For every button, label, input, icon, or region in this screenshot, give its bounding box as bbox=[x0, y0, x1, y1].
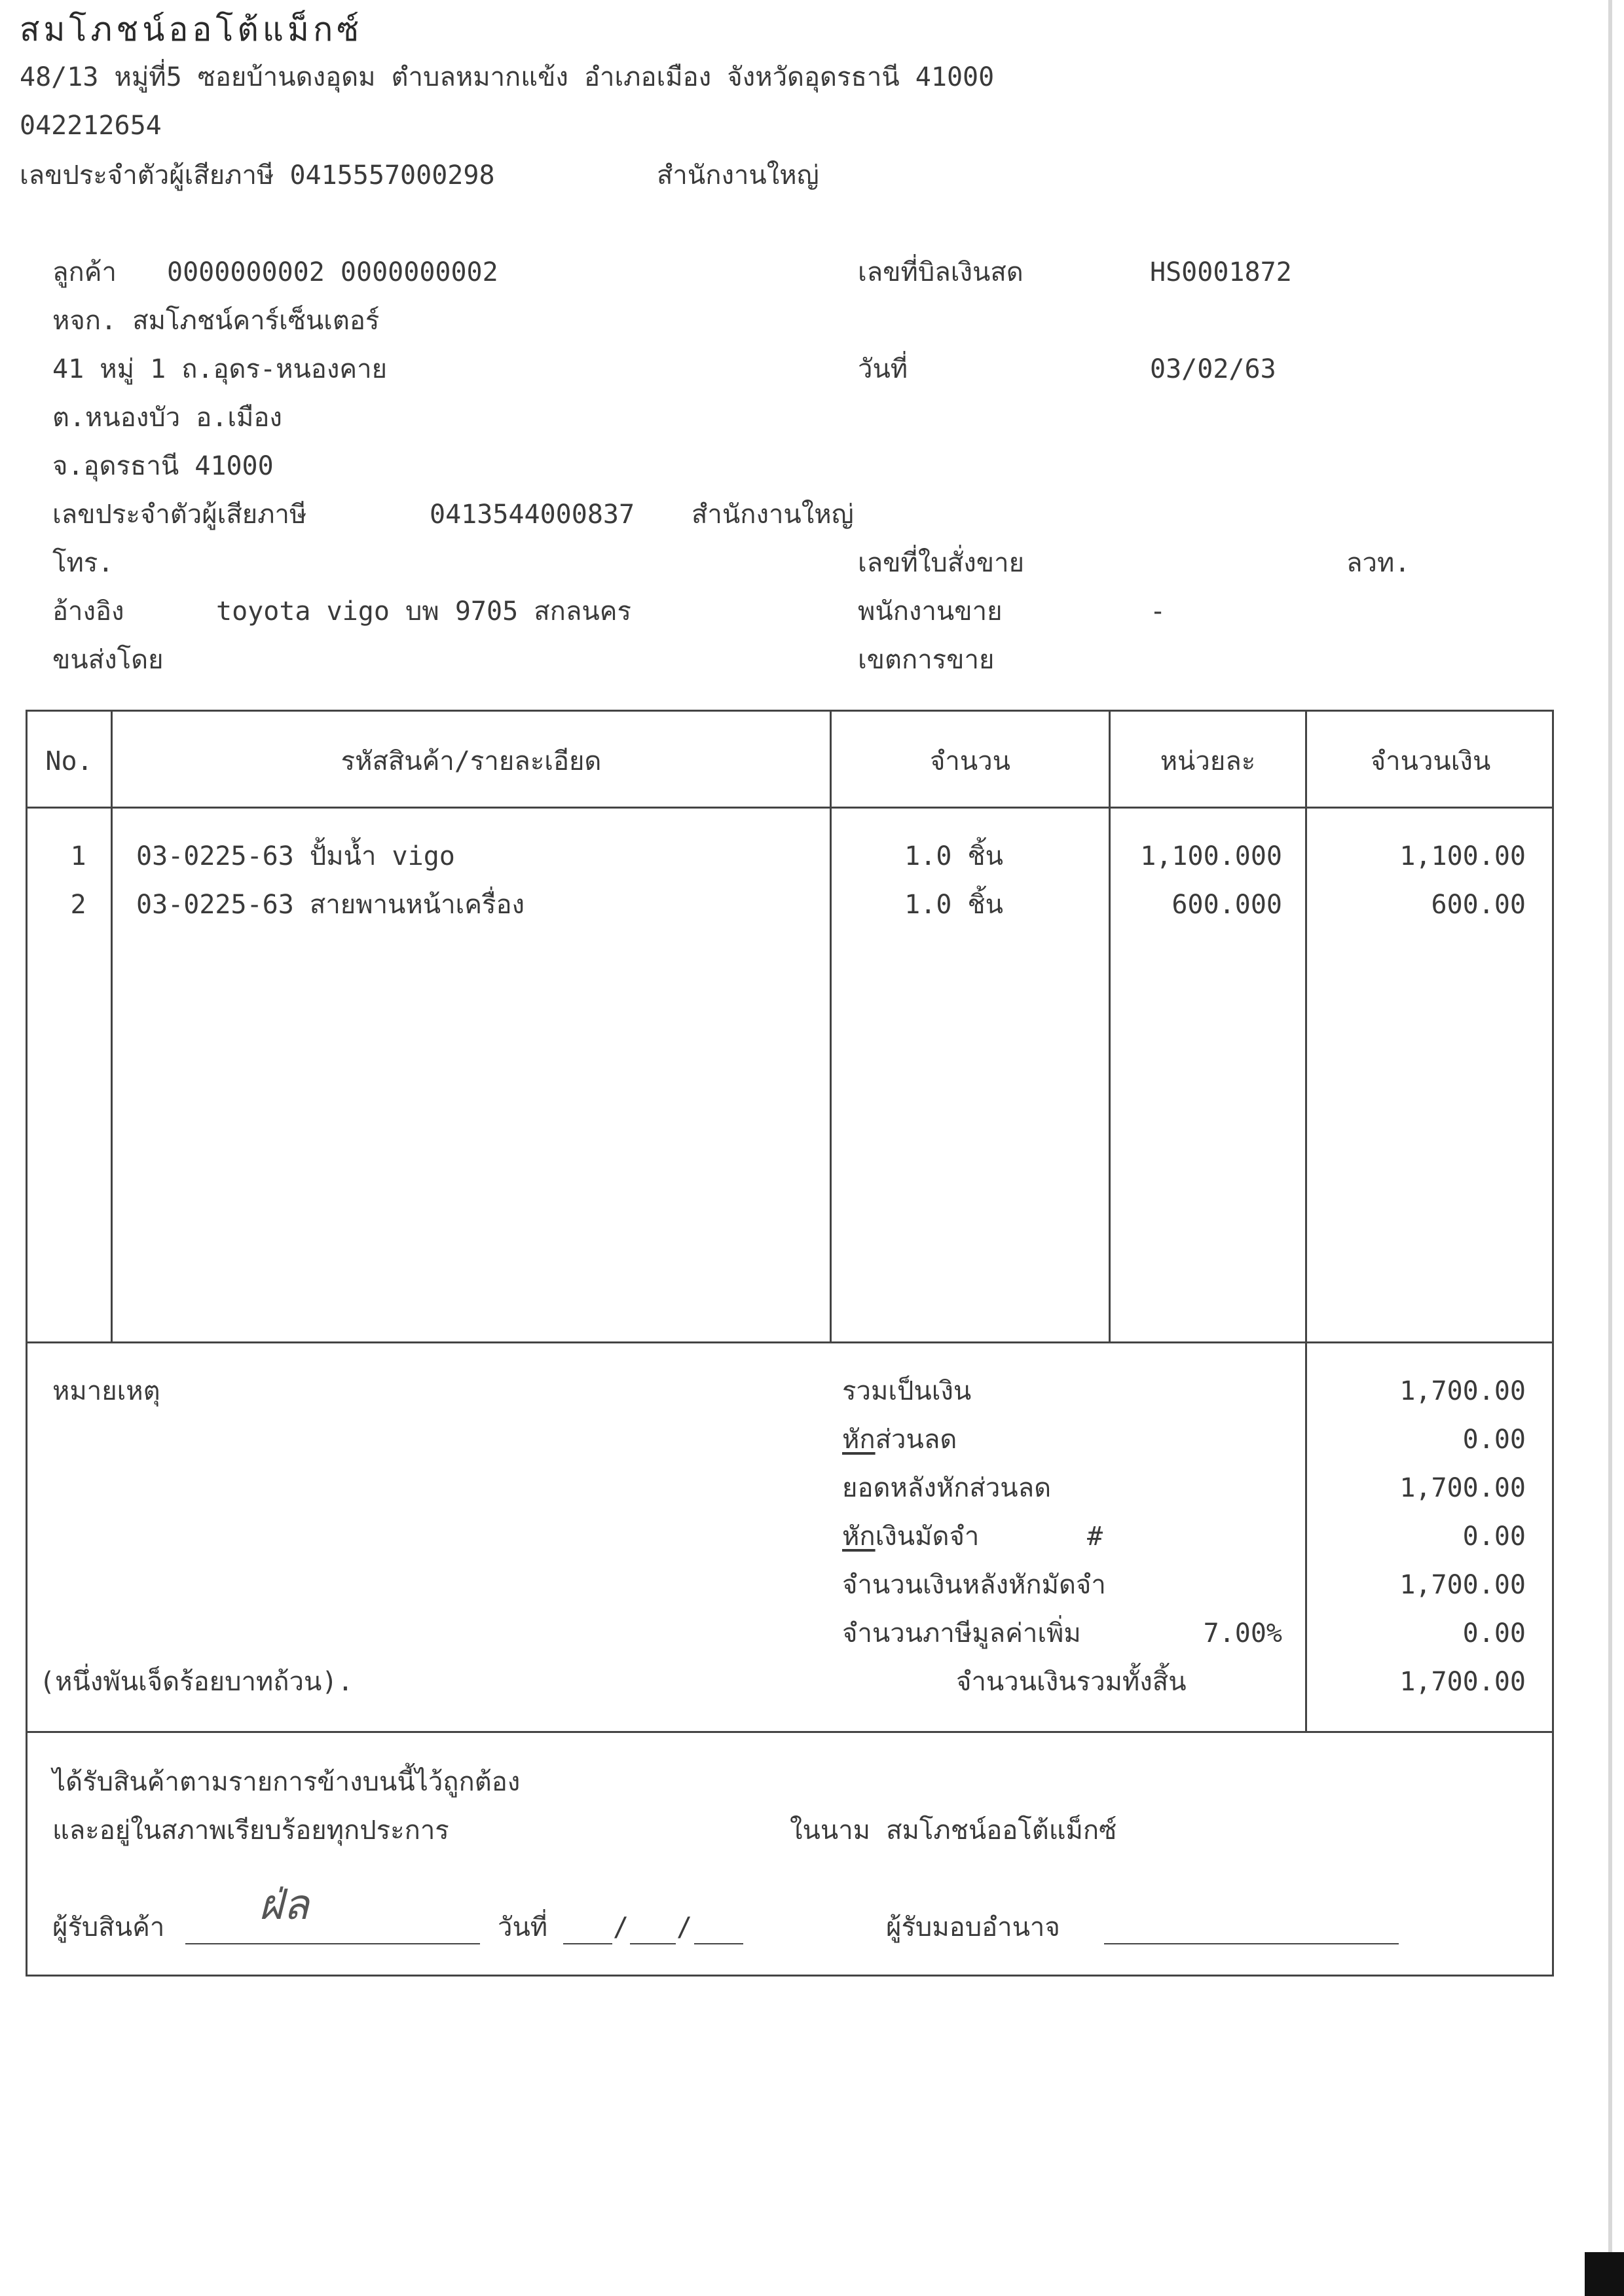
company-address: 48/13 หมู่ที่5 ซอยบ้านดงอุดม ตำบลหมากแข้ง อำเภอเมือง จังหวัดอุดรธานี 41000 bbox=[20, 62, 995, 92]
row-1-amount: 1,100.00 bbox=[1399, 841, 1526, 871]
receive-month-line bbox=[630, 1943, 676, 1944]
after-deposit-value: 1,700.00 bbox=[1399, 1570, 1526, 1600]
remark-label: หมายเหตุ bbox=[52, 1376, 160, 1406]
after-deposit-label: จำนวนเงินหลังหักมัดจำ bbox=[842, 1570, 1106, 1600]
customer-phone-label: โทร. bbox=[52, 548, 114, 578]
summary-bottom-rule bbox=[26, 1731, 1554, 1733]
header-quantity: จำนวน bbox=[929, 746, 1011, 776]
receive-year-line bbox=[694, 1943, 743, 1944]
after-discount-label: ยอดหลังหักส่วนลด bbox=[842, 1473, 1052, 1503]
invoice-date: 03/02/63 bbox=[1150, 354, 1276, 384]
customer-address-1: 41 หมู่ 1 ถ.อุดร-หนองคาย bbox=[52, 354, 388, 384]
salesperson-label: พนักงานขาย bbox=[858, 596, 1003, 627]
deposit-value: 0.00 bbox=[1462, 1522, 1526, 1552]
row-2-unit-price: 600.000 bbox=[1172, 890, 1282, 920]
col-divider-no bbox=[111, 710, 113, 1343]
on-behalf-of: ในนาม สมโภชน์ออโต้แม็กซ์ bbox=[790, 1815, 1117, 1846]
amount-in-words: (หนึ่งพันเจ็ดร้อยบาทถ้วน). bbox=[39, 1667, 354, 1697]
deposit-label-text: เงินมัดจำ bbox=[875, 1522, 980, 1552]
scan-edge bbox=[1608, 0, 1612, 2296]
row-1-description: 03-0225-63 ปั้มน้ำ vigo bbox=[136, 841, 455, 871]
reference-label: อ้างอิง bbox=[52, 596, 124, 627]
reference-value: toyota vigo บพ 9705 สกลนคร bbox=[216, 596, 631, 627]
receiver-signature-line bbox=[185, 1943, 480, 1944]
row-1-quantity: 1.0 ชิ้น bbox=[904, 841, 1003, 871]
company-tax-id: เลขประจำตัวผู้เสียภาษี 0415557000298 bbox=[20, 160, 495, 191]
deposit-label bbox=[842, 1523, 979, 1550]
grand-total-label: จำนวนเงินรวมทั้งสิ้น bbox=[956, 1667, 1187, 1697]
header-no: No. bbox=[45, 746, 93, 776]
receipt-statement-1: ได้รับสินค้าตามรายการข้างบนนี้ไว้ถูกต้อง bbox=[52, 1767, 521, 1797]
items-bottom-rule bbox=[26, 1341, 1554, 1343]
bill-number: HS0001872 bbox=[1150, 257, 1292, 287]
company-name: สมโภชน์ออโต้แม็กซ์ bbox=[20, 10, 363, 48]
vat-rate: 7.00% bbox=[1203, 1618, 1282, 1649]
bill-number-label: เลขที่บิลเงินสด bbox=[858, 257, 1024, 287]
receive-date-slash-2: / bbox=[676, 1912, 693, 1942]
salesperson-value: - bbox=[1150, 596, 1166, 627]
company-phone: 042212654 bbox=[20, 111, 162, 141]
receive-day-line bbox=[563, 1943, 612, 1944]
authorized-person-label: ผู้รับมอบอำนาจ bbox=[886, 1912, 1060, 1942]
customer-code: 0000000002 0000000002 bbox=[167, 257, 498, 287]
customer-branch: สำนักงานใหญ่ bbox=[692, 500, 854, 530]
customer-label: ลูกค้า bbox=[52, 257, 117, 287]
shipping-label: ขนส่งโดย bbox=[52, 645, 164, 675]
receive-date-label: วันที่ bbox=[498, 1912, 548, 1942]
receiver-signature: ฝ่ล bbox=[259, 1881, 309, 1929]
customer-address-2: ต.หนองบัว อ.เมือง bbox=[52, 403, 282, 433]
grand-total-value: 1,700.00 bbox=[1399, 1667, 1526, 1697]
col-divider-desc bbox=[830, 710, 832, 1343]
subtotal-label: รวมเป็นเงิน bbox=[842, 1376, 972, 1406]
row-1-unit-price: 1,100.000 bbox=[1140, 841, 1282, 871]
col-divider-qty bbox=[1109, 710, 1111, 1343]
subtotal-value: 1,700.00 bbox=[1399, 1376, 1526, 1406]
customer-name: หจก. สมโภชน์คาร์เซ็นเตอร์ bbox=[52, 306, 380, 336]
sales-area-label: เขตการขาย bbox=[858, 645, 995, 675]
after-discount-value: 1,700.00 bbox=[1399, 1473, 1526, 1503]
header-amount: จำนวนเงิน bbox=[1370, 746, 1491, 776]
receive-date-slash-1: / bbox=[613, 1912, 629, 1942]
header-unit-price: หน่วยละ bbox=[1160, 746, 1256, 776]
row-2-description: 03-0225-63 สายพานหน้าเครื่อง bbox=[136, 890, 525, 920]
discount-label-text: ส่วนลด bbox=[875, 1425, 957, 1455]
authorized-signature-line bbox=[1104, 1943, 1399, 1944]
deposit-label-prefix: หัก bbox=[842, 1522, 876, 1552]
row-2-no: 2 bbox=[70, 890, 86, 920]
row-2-amount: 600.00 bbox=[1431, 890, 1526, 920]
sales-order-value: ลวท. bbox=[1346, 548, 1411, 578]
receiver-label: ผู้รับสินค้า bbox=[52, 1912, 165, 1942]
receipt-statement-2: และอยู่ในสภาพเรียบร้อยทุกประการ bbox=[52, 1815, 449, 1846]
vat-value: 0.00 bbox=[1462, 1618, 1526, 1649]
discount-label bbox=[842, 1427, 957, 1453]
customer-tax-id: 0413544000837 bbox=[430, 500, 635, 530]
sales-order-label: เลขที่ใบสั่งขาย bbox=[858, 548, 1025, 578]
customer-tax-label: เลขประจำตัวผู้เสียภาษี bbox=[52, 500, 307, 530]
discount-value: 0.00 bbox=[1462, 1425, 1526, 1455]
row-1-no: 1 bbox=[70, 841, 86, 871]
row-2-quantity: 1.0 ชิ้น bbox=[904, 890, 1003, 920]
deposit-hash: # bbox=[1087, 1522, 1103, 1552]
discount-label-prefix: หัก bbox=[842, 1425, 876, 1455]
customer-address-3: จ.อุดรธานี 41000 bbox=[52, 451, 274, 481]
header-rule bbox=[26, 807, 1554, 809]
vat-label: จำนวนภาษีมูลค่าเพิ่ม bbox=[842, 1618, 1081, 1649]
company-branch: สำนักงานใหญ่ bbox=[657, 160, 819, 191]
header-description: รหัสสินค้า/รายละเอียด bbox=[341, 746, 602, 776]
invoice-date-label: วันที่ bbox=[858, 354, 908, 384]
scan-corner-mark bbox=[1585, 2252, 1624, 2296]
